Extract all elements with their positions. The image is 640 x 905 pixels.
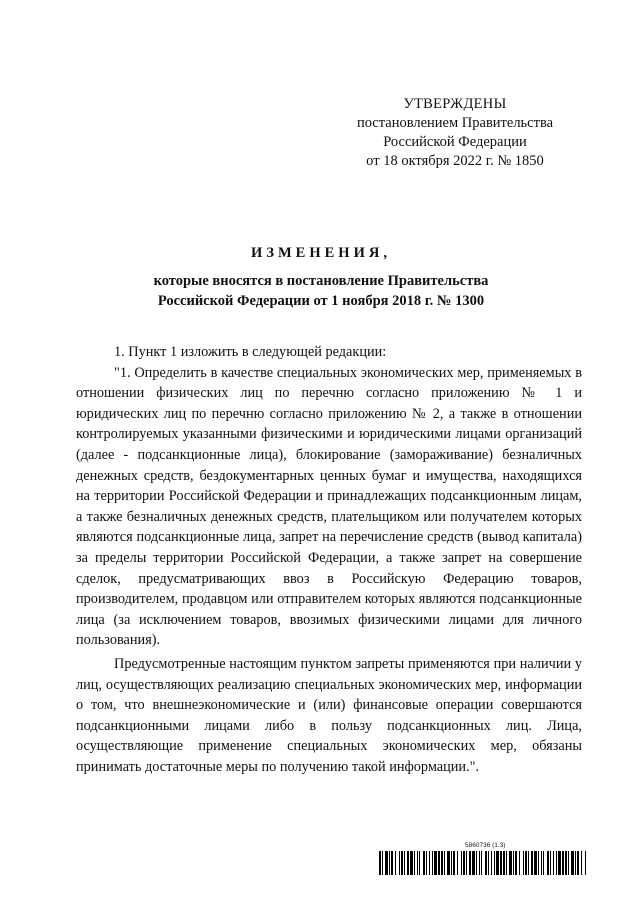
heading-subtitle xyxy=(60,271,582,311)
heading-subtitle-line-2: Российской Федерации от 1 ноября 2018 г. № 1300 xyxy=(157,293,485,309)
body-paragraph-2: Предусмотренные настоящим пунктом запреты применяются при наличии у лиц, осуществляющих реализацию специальных экономических мер, информации о том, что внешнеэкономические и (или) финансовые операции совершаются подсанкционными лицами либо в пользу подсанкционных лиц. Лица, осуществляющие применение специальных экономических мер, обязаны принимать достаточные меры по получению такой информации.". xyxy=(76,655,582,775)
heading-subtitle-line-1: которые вносятся в постановление Правительства xyxy=(153,273,489,289)
body-intro: 1. Пункт 1 изложить в следующей редакции: xyxy=(114,344,387,360)
approval-line-3: от 18 октября 2022 г. № 1850 xyxy=(366,153,544,169)
body-paragraph-1: "1. Определить в качестве специальных экономических мер, применяемых в отношении физических лиц по перечню согласно приложению № 1 и юридических лиц по перечню согласно приложению № 2, а также в отношении контролируемых указанными физическими и юридическими лицами организаций (далее - подсанкционные лица), блокирование (замораживание) безналичных денежных средств, бездокументарных ценных бумаг и имущества, находящихся на территории Российской Федерации и принадлежащих подсанкционным лицам, а также безналичных денежных средств, плательщиком или получателем которых являются подсанкционные лица, запрет на перечисление средств (вывод капитала) за пределы территории Российской Федерации, а также запрет на совершение сделок, предусматривающих ввоз в Российскую Федерацию товаров, производителем, продавцом или отправителем которых являются подсанкционные лица (за исключением товаров, ввозимых физическими лицами для личного пользования). xyxy=(76,364,582,649)
barcode-number: 5860736 (1.3) xyxy=(465,842,506,849)
document-heading xyxy=(60,243,582,311)
approval-title: УТВЕРЖДЕНЫ xyxy=(403,96,507,112)
heading-title: ИЗМЕНЕНИЯ, xyxy=(251,245,391,261)
barcode-block xyxy=(379,842,587,876)
document-body xyxy=(76,342,582,777)
approval-line-2: Российской Федерации xyxy=(383,134,527,150)
approval-line-1: постановлением Правительства xyxy=(356,115,554,131)
barcode-icon xyxy=(379,851,587,875)
approval-stamp-block xyxy=(330,95,580,171)
